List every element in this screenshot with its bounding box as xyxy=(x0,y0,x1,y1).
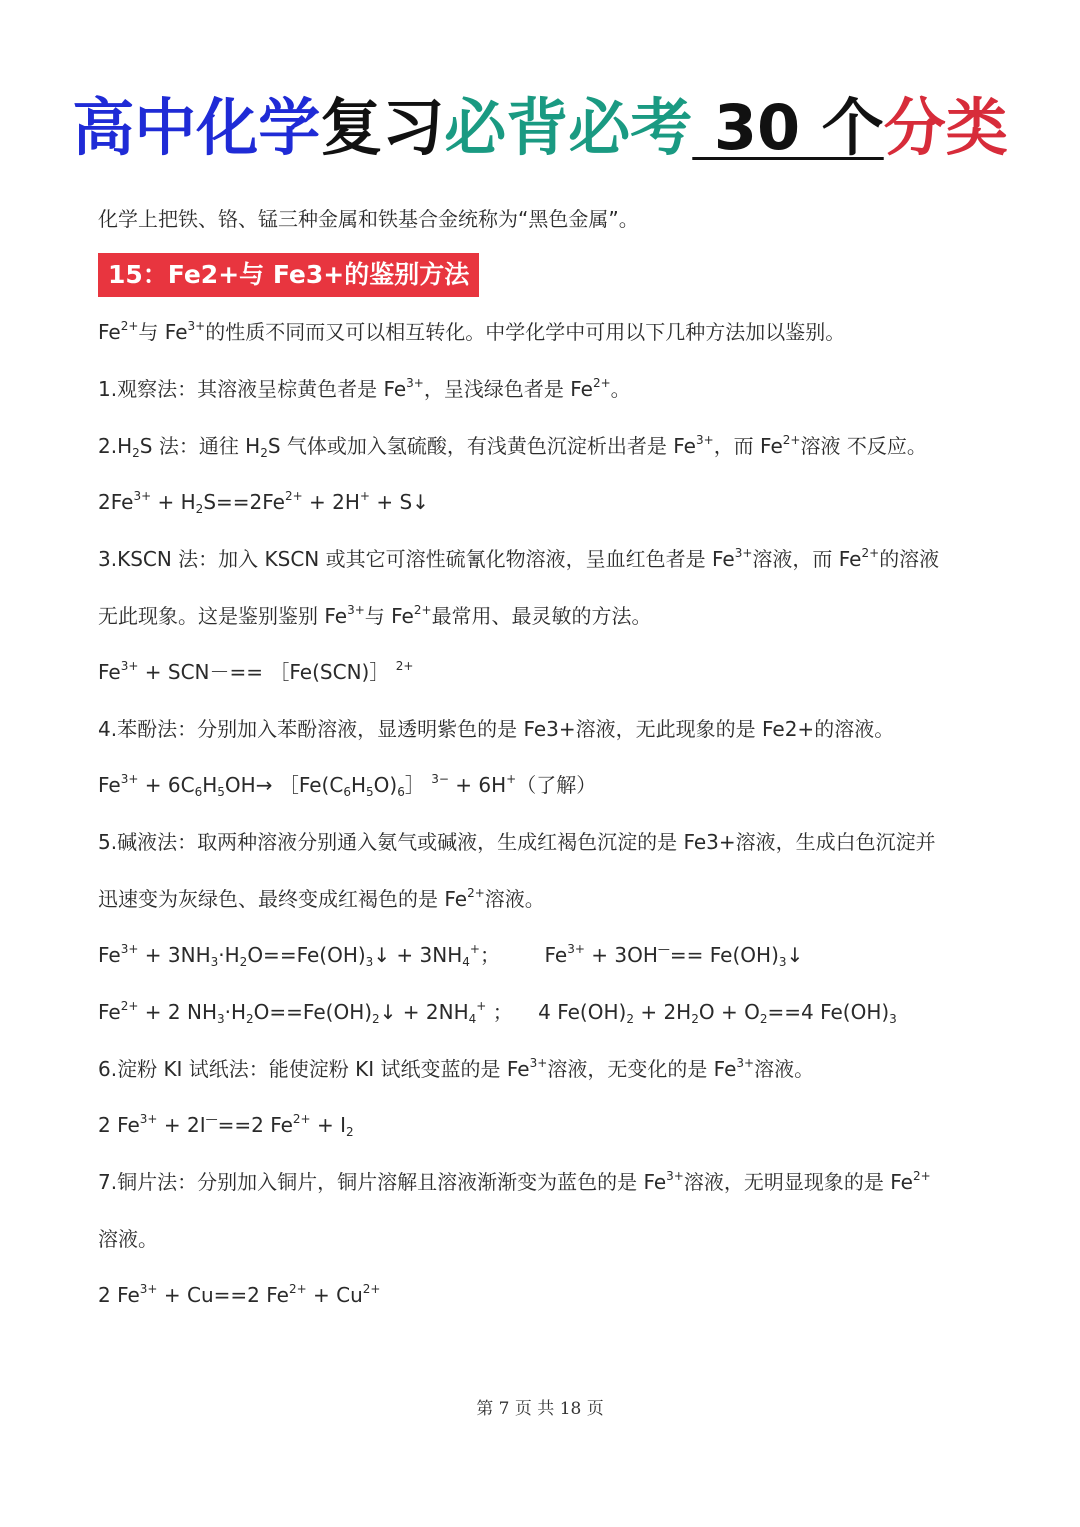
content-line-4: $2Fe^{3+} + H_2S==2Fe^{2+} + 2H^+$ + S↓ xyxy=(98,489,429,516)
section-heading: 15：Fe2+与 Fe3+的鉴别方法 xyxy=(98,253,479,297)
content-line-1: $Fe^{2+}$与 $Fe^{3+}$的性质不同而又可以相互转化。中学化学中可用以下几种方法加以鉴别。 xyxy=(98,319,846,344)
content-line-8: 4.苯酚法：分别加入苯酚溶液，显透明紫色的是 Fe3+溶液，无此现象的是 Fe2+的溶液。 xyxy=(98,717,895,741)
content-line-11: 迅速变为灰绿色、最终变成红褐色的是 $Fe^{2+}$溶液。 xyxy=(98,886,545,911)
title-part-2: 复习 xyxy=(320,91,445,164)
content-line-7: $Fe^{3+} + SCN-==$ ［Fe(SCN)］ $^{2+}$ xyxy=(98,659,414,684)
page-footer: 第 7 页 共 18 页 xyxy=(476,1399,604,1419)
content-line-2: 1.观察法：其溶液呈棕黄色者是 $Fe^{3+}$，呈浅绿色者是 $Fe^{2+}$。 xyxy=(98,376,631,401)
content-line-14: 6.淀粉 KI 试纸法：能使淀粉 KI 试纸变蓝的是 $Fe^{3+}$溶液，无变化的是 $Fe^{3+}$溶液。 xyxy=(98,1056,815,1081)
content-line-18: 2 $Fe^{3+} + Cu==2$ $Fe^{2+} + Cu^{2+}$ xyxy=(98,1282,381,1307)
content-line-13: $Fe^{2+} + 2$ $NH_3\cdot H_2O==Fe(OH)_2↓ + 2NH_4^+$ ； 4 $Fe(OH)_2 + 2H_2O + O_2==4$ $Fe(OH)_3$ xyxy=(98,999,897,1026)
content-line-16: 7.铜片法：分别加入铜片，铜片溶解且溶液渐渐变为蓝色的是 $Fe^{3+}$溶液，无明显现象的是 $Fe^{2+}$ xyxy=(98,1169,931,1194)
content-line-17: 溶液。 xyxy=(98,1227,158,1251)
content-line-5: 3.KSCN 法：加入 KSCN 或其它可溶性硫氰化物溶液，呈血红色者是 $Fe^{3+}$溶液，而 $Fe^{2+}$的溶液 xyxy=(98,546,940,571)
page-title xyxy=(0,88,1080,168)
content-line-10: 5.碱液法：取两种溶液分别通入氨气或碱液，生成红褐色沉淀的是 Fe3+溶液，生成白色沉淀并 xyxy=(98,830,936,854)
intro-text: 化学上把铁、铬、锰三种金属和铁基合金统称为“黑色金属”。 xyxy=(98,207,639,231)
title-part-3: 必背必考 xyxy=(444,91,693,164)
content-line-3: $2.H_2S$ 法：通往 $H_2S$ 气体或加入氢硫酸，有浅黄色沉淀析出者是 $Fe^{3+}$，而 $Fe^{2+}$溶液 不反应。 xyxy=(98,433,927,460)
title-part-1: 高中化学 xyxy=(72,91,321,164)
content-line-12: $Fe^{3+}$ + $3NH_3\cdot H_2O==Fe(OH)_3↓ + 3NH_4^+$； $Fe^{3+} + 3OH^—==$ $Fe(OH)_3↓$ xyxy=(98,942,804,969)
title-part-5: 分类 xyxy=(883,91,1008,164)
content-line-9: $Fe^{3+} + 6C_6H_5OH\to$ $[Fe(C_6H_5O)_6]$ $^{3-}$ + 6H+（了解） xyxy=(98,772,597,799)
title-part-4: 30 个 xyxy=(692,91,884,164)
content-line-6: 无此现象。这是鉴别鉴别 $Fe^{3+}$与 $Fe^{2+}$最常用、最灵敏的方法。 xyxy=(98,603,652,628)
content-line-15: 2 $Fe^{3+} + 2I^—==2$ $Fe^{2+} + I_2$ xyxy=(98,1112,354,1139)
